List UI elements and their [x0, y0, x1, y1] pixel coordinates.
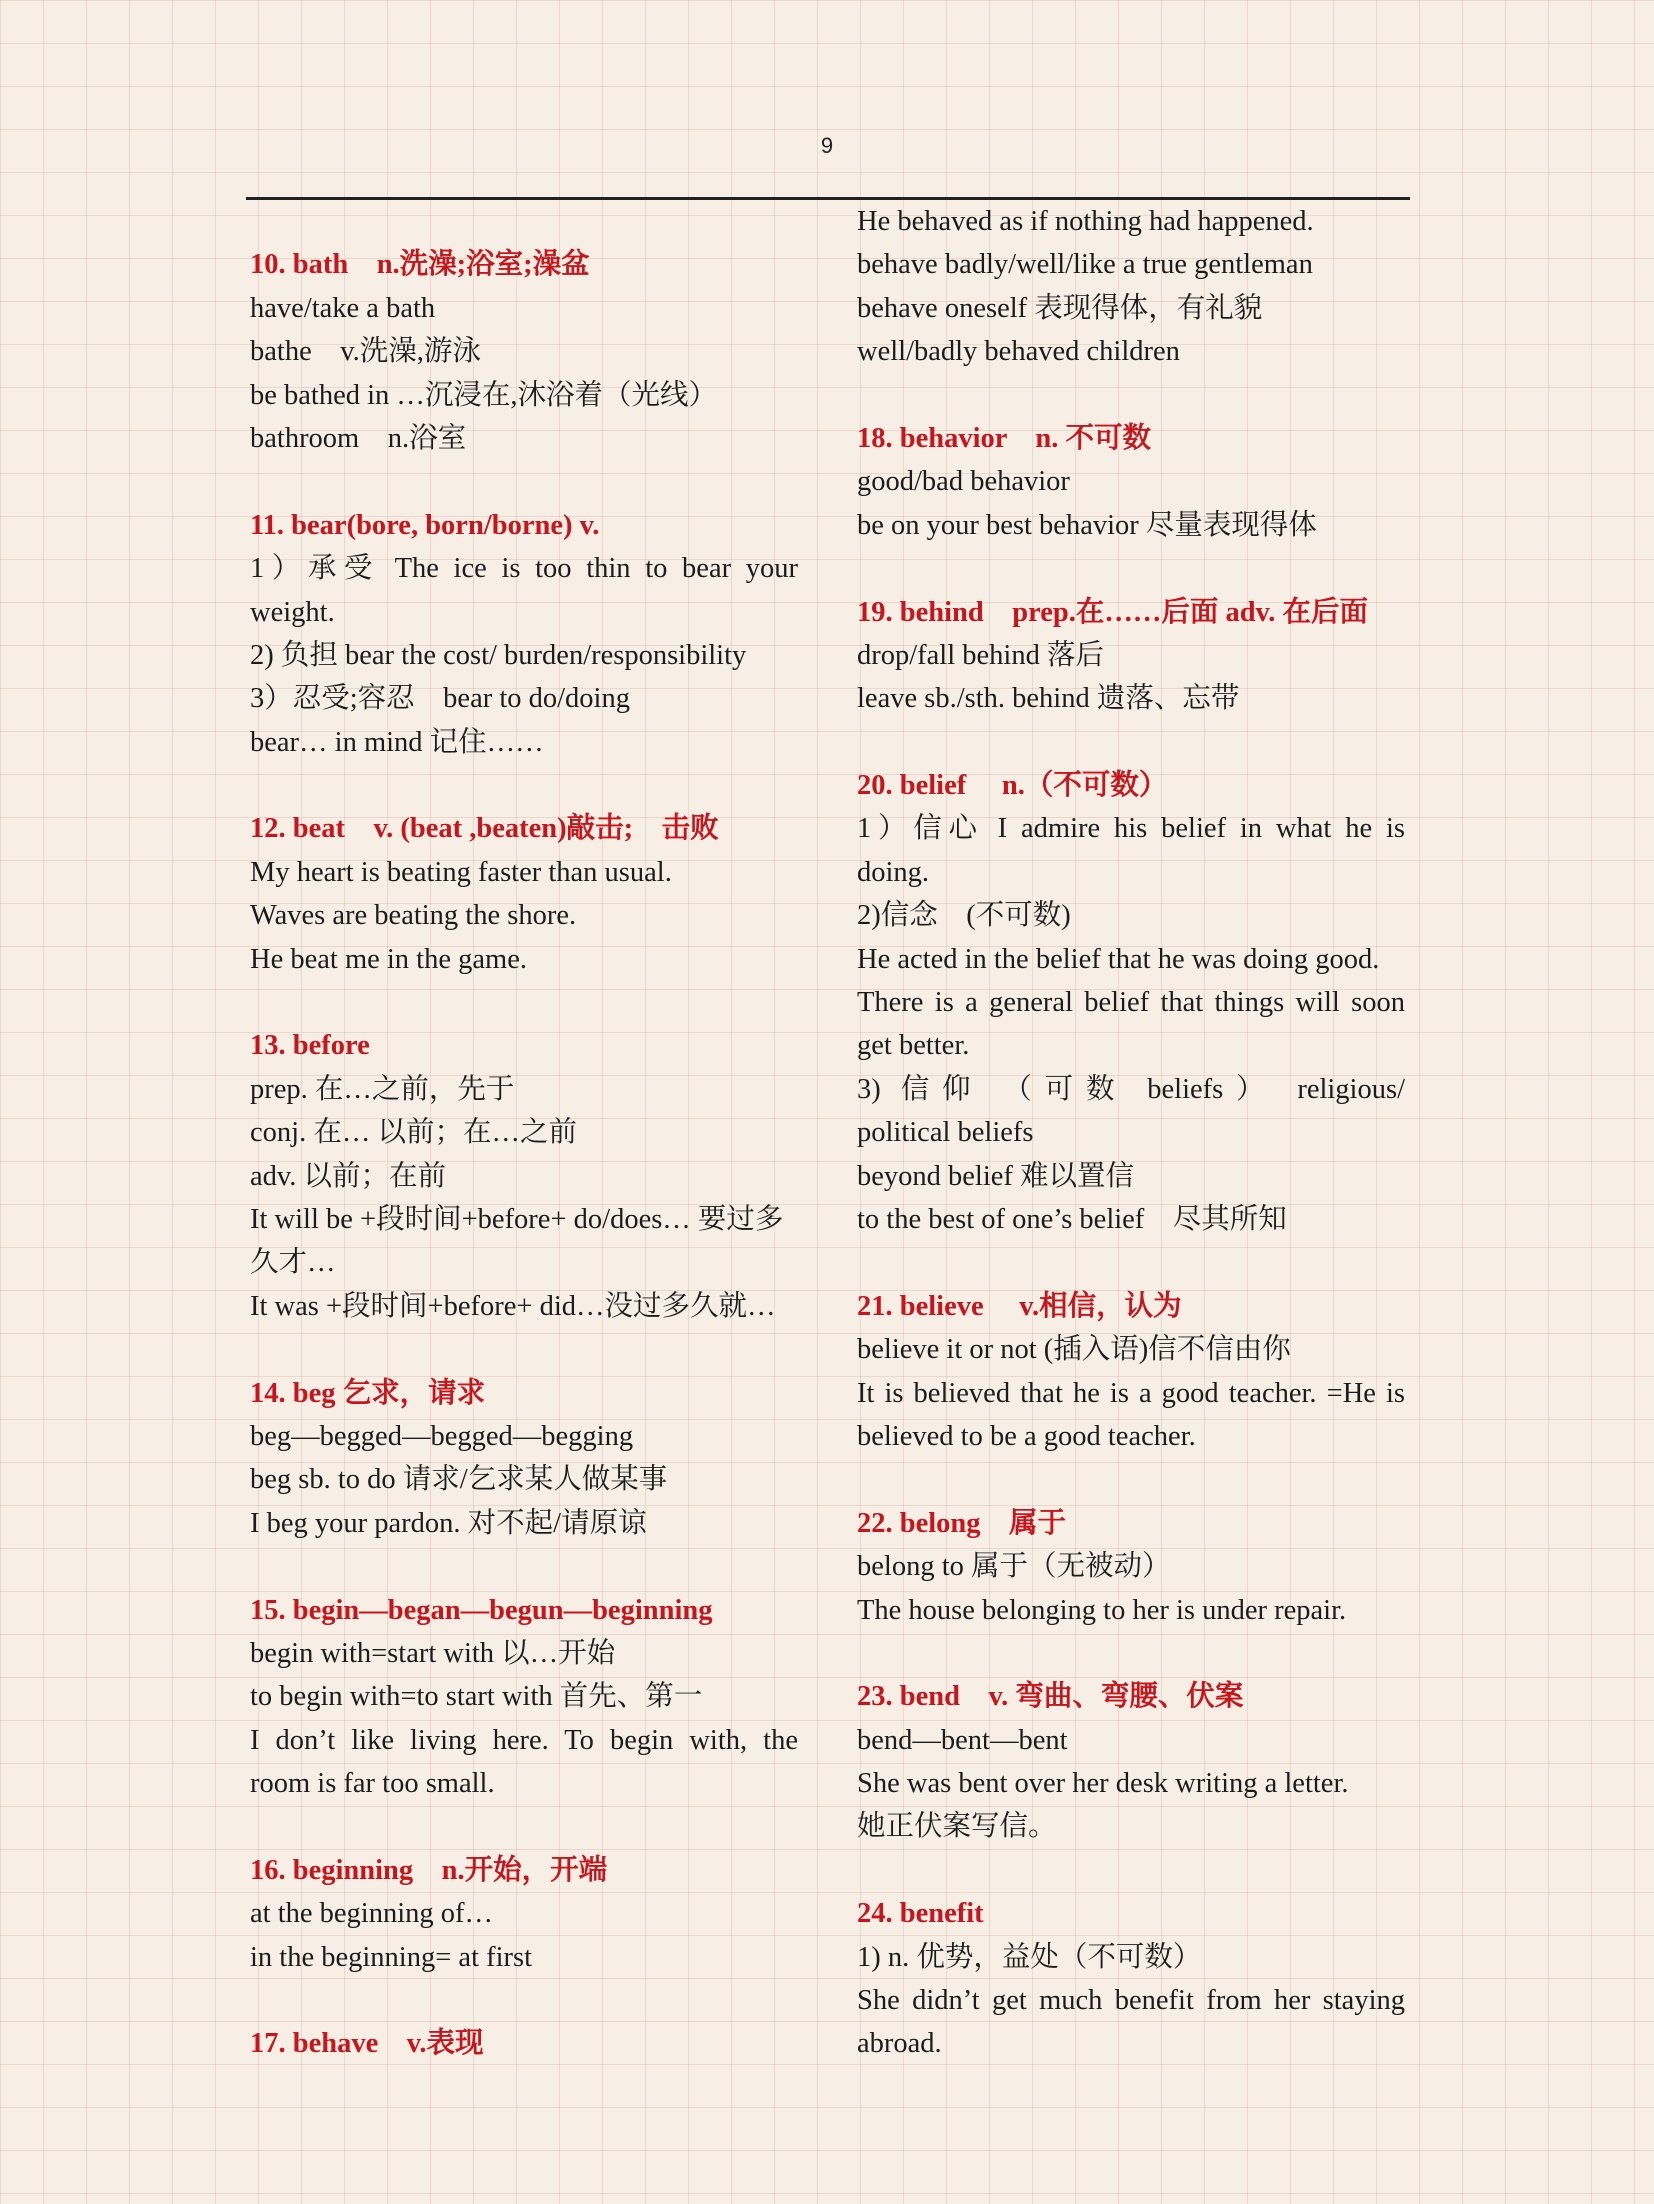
entry-line: bathroom n.浴室 [250, 422, 467, 454]
spacer [250, 200, 798, 243]
entry-line: My heart is beating faster than usual. [250, 856, 672, 888]
entry-line: adv. 以前；在前 [250, 1160, 447, 1192]
entry-line: good/bad behavior [857, 466, 1070, 498]
spacer [250, 981, 798, 1024]
entry-line: room is far too small. [250, 1768, 495, 1800]
spacer [857, 1241, 1405, 1284]
entry-line: bear… in mind 记住…… [250, 726, 544, 758]
entry-heading: 13. before [250, 1030, 370, 1062]
entry-line: conj. 在… 以前；在…之前 [250, 1117, 577, 1149]
entry-line: There is a general belief that things will soon [857, 987, 1405, 1019]
entry-line: 她正伏案写信。 [857, 1811, 1057, 1843]
entry-line: drop/fall behind 落后 [857, 639, 1104, 671]
entry-line: He beat me in the game. [250, 943, 527, 975]
page-number: 9 [820, 133, 834, 158]
entry-line: prep. 在…之前，先于 [250, 1073, 515, 1105]
entry-line: 久才… [250, 1247, 336, 1279]
entry-line: I beg your pardon. 对不起/请原谅 [250, 1507, 647, 1539]
entry-heading: 15. begin—began—begun—beginning [250, 1594, 713, 1626]
entry-line: begin with=start with 以…开始 [250, 1637, 616, 1669]
entry-heading: 14. beg 乞求，请求 [250, 1377, 486, 1409]
entry-heading: 21. believe v.相信，认为 [857, 1290, 1182, 1322]
entry-line: doing. [857, 856, 930, 888]
entry-line: be bathed in …沉浸在,沐浴着（光线） [250, 379, 718, 411]
entry-line: beg sb. to do 请求/乞求某人做某事 [250, 1464, 668, 1496]
entry-line: well/badly behaved children [857, 336, 1180, 368]
entry-line: 1）承受 The ice is too thin to bear your [250, 553, 798, 585]
entry-line: 3) 信仰 （可数 beliefs） religious/ [857, 1073, 1405, 1105]
entry-line: believed to be a good teacher. [857, 1420, 1196, 1452]
spacer [857, 374, 1405, 417]
entry-line: The house belonging to her is under repair. [857, 1594, 1347, 1626]
entry-line: 3）忍受;容忍 bear to do/doing [250, 683, 630, 715]
entry-line: belong to 属于（无被动） [857, 1551, 1171, 1583]
entry-line: It will be +段时间+before+ do/does… 要过多 [250, 1203, 784, 1235]
entry-heading: 11. bear(bore, born/borne) v. [250, 509, 600, 541]
right-column [857, 200, 1405, 2066]
entry-line: He behaved as if nothing had happened. [857, 206, 1314, 237]
entry-line: leave sb./sth. behind 遗落、忘带 [857, 683, 1240, 715]
entry-line: Waves are beating the shore. [250, 900, 577, 932]
entry-heading: 24. benefit [857, 1898, 984, 1930]
entry-line: abroad. [857, 2028, 942, 2060]
entry-line: It was +段时间+before+ did…没过多久就… [250, 1290, 776, 1322]
entry-line: It is believed that he is a good teacher. =He is [857, 1377, 1405, 1409]
spacer [857, 547, 1405, 590]
spacer [857, 721, 1405, 764]
entry-heading: 18. behavior n. 不可数 [857, 422, 1152, 454]
entry-line: 1) n. 优势，益处（不可数） [857, 1941, 1202, 1973]
entry-line: beg—begged—begged—begging [250, 1420, 634, 1452]
spacer [250, 764, 798, 807]
entry-line: to begin with=to start with 首先、第一 [250, 1681, 703, 1713]
entry-heading: 17. behave v.表现 [250, 2028, 484, 2060]
entry-line: She was bent over her desk writing a letter. [857, 1768, 1349, 1800]
entry-line: have/take a bath [250, 292, 436, 324]
entry-line: beyond belief 难以置信 [857, 1160, 1135, 1192]
entry-line: He acted in the belief that he was doing good. [857, 943, 1380, 975]
entry-line: to the best of one’s belief 尽其所知 [857, 1203, 1287, 1235]
entry-line: get better. [857, 1030, 970, 1062]
entry-heading: 16. beginning n.开始，开端 [250, 1854, 608, 1886]
entry-heading: 12. beat v. (beat ,beaten)敲击; 击败 [250, 813, 719, 845]
spacer [250, 1805, 798, 1848]
spacer [250, 1979, 798, 2022]
entry-line: behave oneself 表现得体，有礼貌 [857, 292, 1263, 324]
entry-line: in the beginning= at first [250, 1941, 533, 1973]
entry-line: 1）信心 I admire his belief in what he is [857, 813, 1405, 845]
entry-line: at the beginning of… [250, 1898, 493, 1930]
entry-heading: 10. bath n.洗澡;浴室;澡盆 [250, 249, 590, 281]
entry-heading: 19. behind prep.在……后面 adv. 在后面 [857, 596, 1368, 628]
entry-heading: 20. belief n.（不可数） [857, 770, 1168, 802]
spacer [250, 1545, 798, 1588]
spacer [250, 460, 798, 503]
entry-line: I don’t like living here. To begin with, the [250, 1724, 798, 1756]
entry-line: weight. [250, 596, 335, 628]
entry-heading: 22. belong 属于 [857, 1507, 1067, 1539]
spacer [857, 1458, 1405, 1501]
entry-line: be on your best behavior 尽量表现得体 [857, 509, 1317, 541]
spacer [857, 1849, 1405, 1892]
left-column [250, 200, 798, 2066]
entry-line: 2) 负担 bear the cost/ burden/responsibility [250, 639, 747, 671]
entry-line: bathe v.洗澡,游泳 [250, 336, 481, 368]
entry-line: behave badly/well/like a true gentleman [857, 249, 1313, 281]
entry-line: bend—bent—bent [857, 1724, 1068, 1756]
entry-line: believe it or not (插入语)信不信由你 [857, 1334, 1291, 1366]
spacer [857, 1632, 1405, 1675]
spacer [250, 1328, 798, 1371]
entry-line: 2)信念 (不可数) [857, 900, 1071, 932]
entry-heading: 23. bend v. 弯曲、弯腰、伏案 [857, 1681, 1244, 1713]
entry-line: She didn’t get much benefit from her staying [857, 1985, 1405, 2017]
entry-line: political beliefs [857, 1117, 1034, 1149]
